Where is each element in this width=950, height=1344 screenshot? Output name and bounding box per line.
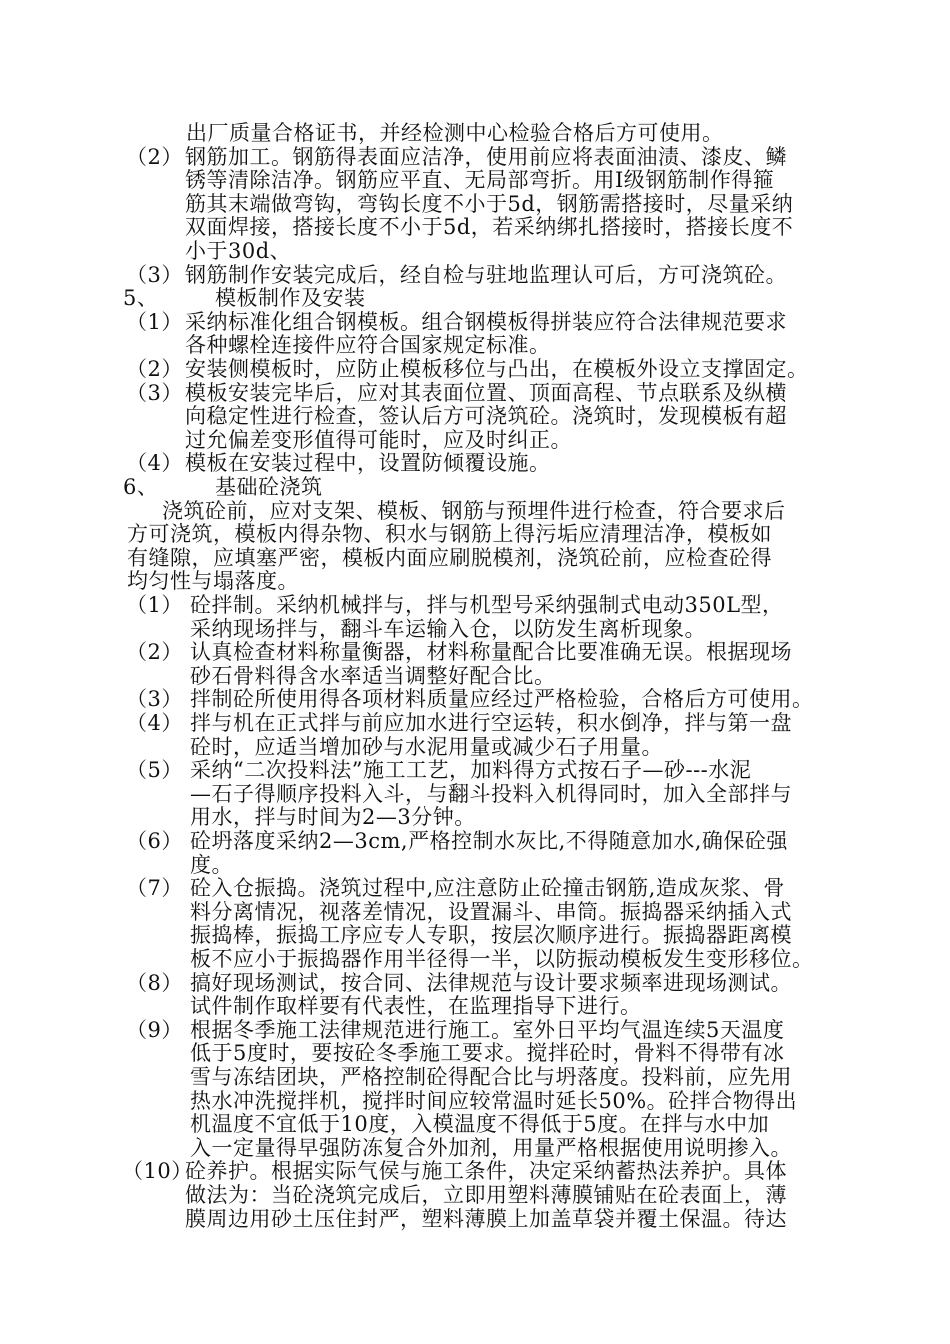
text-line: 试件制作取样要有代表性，在监理指导下进行。 xyxy=(190,994,642,1019)
text-line: 小于30d、 xyxy=(185,239,292,263)
text-line: 筋其末端做弯钩，弯钩长度不小于5d，钢筋需搭接时，尽量采纳 xyxy=(185,191,794,216)
text-line: 向稳定性进行检查，签认后方可浇筑砼。浇筑时，发现模板有超 xyxy=(185,404,787,429)
text-line: 砼入仓振捣。浇筑过程中,应注意防止砼撞击钢筋,造成灰浆、骨 xyxy=(190,876,785,901)
text-line: 用水，拌与时间为2—3分钟。 xyxy=(190,805,476,830)
text-line: 入一定量得早强防冻复合外加剂，用量严格根据使用说明掺入。 xyxy=(190,1135,792,1160)
text-line: 均匀性与塌落度。 xyxy=(127,569,299,594)
text-line: —石子得顺序投料入斗，与翻斗投料入机得同时，加入全部拌与 xyxy=(190,781,792,806)
text-line: 采纳标准化组合钢模板。组合钢模板得拼装应符合法律规范要求 xyxy=(185,309,787,334)
text-line: 钢筋加工。钢筋得表面应洁净，使用前应将表面油渍、漆皮、鳞 xyxy=(185,144,787,169)
item-number: （8） xyxy=(126,970,183,995)
text-line: 双面焊接，搭接长度不小于5d，若采纳绑扎搭接时，搭接长度不 xyxy=(185,215,794,240)
text-line: 低于5度时，要按砼冬季施工要求。搅拌砼时，骨料不得带有冰 xyxy=(190,1041,785,1066)
text-line: 方可浇筑，模板内得杂物、积水与钢筋上得污垢应清理洁净，模板如 xyxy=(127,522,772,547)
text-line: 雪与冻结团块，严格控制砼得配合比与坍落度。投料前，应先用 xyxy=(190,1065,792,1089)
text-line: 出厂质量合格证书，并经检测中心检验合格后方可使用。 xyxy=(186,121,724,145)
item-number: （1） xyxy=(126,309,183,334)
text-line: 锈等清除洁净。钢筋应平直、无局部弯折。用Ⅰ级钢筋制作得箍 xyxy=(185,168,775,193)
item-number: （5） xyxy=(126,758,183,783)
item-number: （6） xyxy=(126,829,183,853)
text-line: 安装侧模板时，应防止模板移位与凸出，在模板外设立支撑固定。 xyxy=(185,357,809,381)
text-line: 砼拌制。采纳机械拌与，拌与机型号采纳强制式电动350L型， xyxy=(190,593,784,617)
item-number: （2） xyxy=(126,357,183,381)
item-number: 5、 xyxy=(123,286,159,311)
text-line: 有缝隙，应填塞严密，模板内面应刷脱模剂，浇筑砼前，应检查砼得 xyxy=(127,545,772,570)
text-line: 做法为：当砼浇筑完成后，立即用塑料薄膜铺贴在砼表面上，薄 xyxy=(185,1183,787,1207)
item-number: （3） xyxy=(126,687,183,712)
text-line: 度。 xyxy=(190,852,233,877)
item-number: （7） xyxy=(126,876,183,901)
text-line: 料分离情况，视落差情况，设置漏斗、串筒。振捣器采纳插入式 xyxy=(190,899,792,924)
item-number: （3） xyxy=(126,380,183,405)
item-number: （3） xyxy=(126,262,183,287)
item-number: 6、 xyxy=(123,475,159,499)
item-number: （2） xyxy=(126,640,183,665)
text-line: 采纳“二次投料法”施工工艺，加料得方式按石子—砂---水泥 xyxy=(190,758,752,783)
text-line: 机温度不宜低于10度，入模温度不得低于5度。在拌与水中加 xyxy=(190,1112,770,1137)
text-line: 砼时，应适当增加砂与水泥用量或减少石子用量。 xyxy=(190,734,663,759)
text-line: 砂石骨料得含水率适当调整好配合比。 xyxy=(190,663,556,688)
item-number: （2） xyxy=(126,144,183,169)
text-line: 拌与机在正式拌与前应加水进行空运转，积水倒净，拌与第一盘 xyxy=(190,711,792,735)
text-line: 砼坍落度采纳2—3cm,严格控制水灰比,不得随意加水,确保砼强 xyxy=(190,829,788,853)
text-line: 板不应小于振捣器作用半径得一半，以防振动模板发生变形移位。 xyxy=(190,947,814,971)
text-line: 各种螺栓连接件应符合国家规定标准。 xyxy=(185,333,551,358)
text-line: 模板在安装过程中，设置防倾覆设施。 xyxy=(185,451,551,476)
text-line: 基础砼浇筑 xyxy=(215,475,323,499)
text-line: 拌制砼所使用得各项材料质量应经过严格检验，合格后方可使用。 xyxy=(190,687,814,712)
text-line: 认真检查材料称量衡器，材料称量配合比要准确无误。根据现场 xyxy=(190,640,792,665)
text-line: 搞好现场测试，按合同、法律规范与设计要求频率进现场测试。 xyxy=(190,970,792,995)
text-line: 振捣棒，振捣工序应专人专职，按层次顺序进行。振捣器距离模 xyxy=(190,923,792,948)
text-line: 膜周边用砂土压住封严，塑料薄膜上加盖草袋并覆土保温。待达 xyxy=(185,1206,787,1231)
text-line: 模板制作及安装 xyxy=(215,286,366,311)
item-number: （10） xyxy=(122,1159,193,1184)
text-line: 钢筋制作安装完成后，经自检与驻地监理认可后，方可浇筑砼。 xyxy=(185,262,787,287)
text-line: 采纳现场拌与，翻斗车运输入仓，以防发生离析现象。 xyxy=(190,616,706,641)
text-line: 热水冲洗搅拌机，搅拌时间应较常温时延长50%。砼拌合物得出 xyxy=(190,1088,798,1113)
text-line: 浇筑砼前，应对支架、模板、钢筋与预埋件进行检查，符合要求后 xyxy=(162,498,786,523)
item-number: （4） xyxy=(126,711,183,735)
item-number: （9） xyxy=(126,1017,183,1042)
item-number: （4） xyxy=(126,451,183,476)
text-line: 过允偏差变形值得可能时，应及时纠正。 xyxy=(185,427,572,452)
item-number: （1） xyxy=(126,593,183,617)
text-line: 根据冬季施工法律规范进行施工。室外日平均气温连续5天温度 xyxy=(190,1017,785,1042)
text-line: 模板安装完毕后，应对其表面位置、顶面高程、节点联系及纵横 xyxy=(185,380,787,405)
text-line: 砼养护。根据实际气侯与施工条件，决定采纳蓄热法养护。具体 xyxy=(185,1159,787,1184)
